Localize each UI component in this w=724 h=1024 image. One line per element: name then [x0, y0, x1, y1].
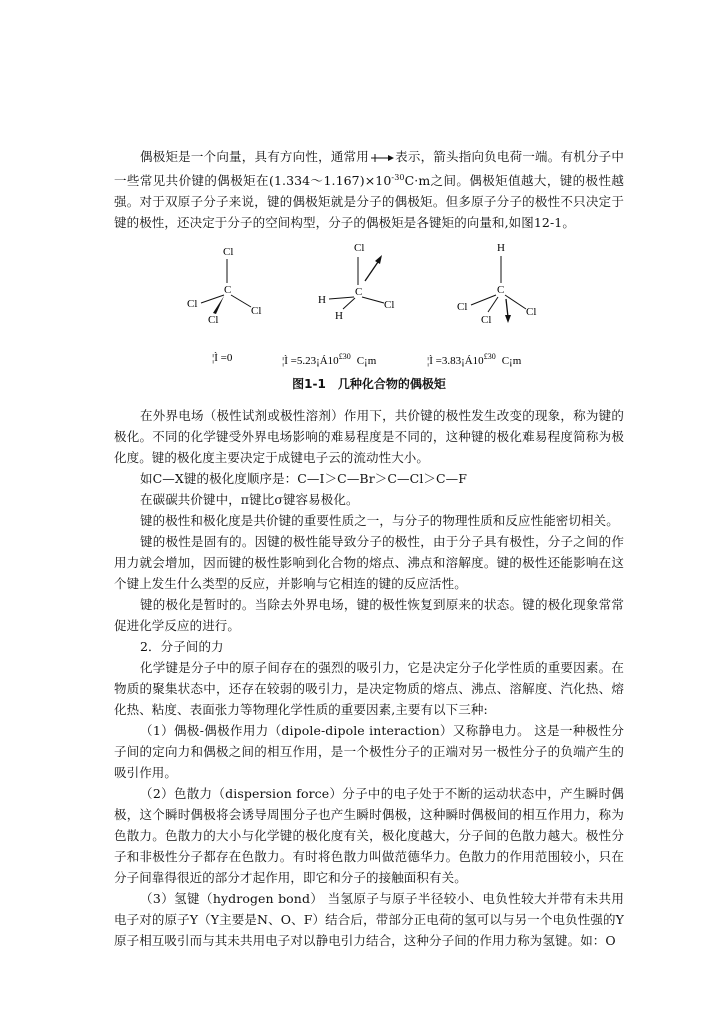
molecule-diagram: [114, 237, 624, 369]
atom-label: Cl: [251, 305, 262, 318]
paragraph: 在外界电场（极性试剂或极性溶剂）作用下，共价键的极性发生改变的现象，称为键的极化。不同的化学键受外界电场影响的难易程度是不同的，这种键的极化难易程度简称为极化度。键的极化度主要决定于成键电子云的流动性大小。: [114, 408, 624, 466]
paragraph: （1）偶极-偶极作用力（dipole-dipole interaction）又称静电力。 这是一种极性分子间的定向力和偶极之间的相互作用，是一个极性分子的正端对另一极性分子的负端产生的吸引作用。: [114, 723, 624, 781]
exponent: -30: [391, 173, 405, 182]
dipole-value: ¦Ì =0: [212, 352, 233, 365]
paragraph: 键的极化是暂时的。当除去外界电场，键的极性恢复到原来的状态。键的极化现象常常促进化学反应的进行。: [114, 597, 624, 634]
figure-caption: 图1-1 几种化合物的偶极矩: [292, 377, 446, 392]
dipole-arrow: [506, 299, 508, 317]
molecule-ccl4: [187, 246, 261, 364]
dipole-arrow-icon: [369, 153, 395, 163]
atom-label: Cl: [208, 314, 219, 327]
atom-label: Cl: [481, 314, 492, 327]
atom-label: H: [335, 310, 343, 323]
dipole-value: ¦Ì $=3.83¡Á10^{£30}$ C¡m: [427, 352, 522, 368]
paragraph-dipole-moment: [114, 146, 624, 233]
paragraph: 如C—X键的极化度顺序是：C—I＞C—Br＞C—Cl＞C—F: [140, 471, 468, 487]
atom-label: C: [355, 286, 363, 299]
atom-label: Cl: [223, 246, 234, 259]
paragraph: （2）色散力（dispersion force）分子中的电子处于不断的运动状态中，产生瞬时偶极，这个瞬时偶极将会诱导周围分子也产生瞬时偶极，这种瞬时偶极间的相互作用力，称为色散力。色散力的大小与化学键的极化度有关，极化度越大，分子间的色散力越大。极性分子和非极性分子都存在色散力。有时将色散力叫做范德华力。色散力的作用范围较小，只在分子间靠得很近的部分才起作用，即它和分子的接触面积有关。: [114, 786, 624, 886]
atom-label: Cl: [187, 298, 198, 311]
atom-label: Cl: [457, 301, 468, 314]
text-run: C·m之间。偶极矩值越大，键的极性越强。对于双原子分子来说，键的偶极矩就是分子的偶极矩。但多原子分子的极性不只决定于键的极性，还决定于分子的空间构型，分子的偶极矩是各键矩的向量和,如图12-1。: [114, 173, 624, 231]
atom-label: H: [497, 242, 505, 255]
paragraph: 化学键是分子中的原子间存在的强烈的吸引力，它是决定分子化学性质的重要因素。在物质的聚集状态中，还存在较弱的吸引力，是决定物质的熔点、沸点、溶解度、汽化热、熔化热、粘度、表面张力等物理化学性质的重要因素,主要有以下三种:: [114, 660, 624, 718]
atom-label: Cl: [354, 242, 365, 255]
paragraph: 键的极性和极化度是共价键的重要性质之一，与分子的物理性质和反应性能密切相关。: [140, 513, 619, 529]
atom-label: C: [497, 284, 505, 297]
text-run: 表示，箭头指向负电荷一端。有机分子中一些常见共价键的偶极矩在(1.334～1.167)×10: [114, 149, 624, 189]
paragraph: 键的极性是固有的。因键的极性能导致分子的极性，由于分子具有极性，分子之间的作用力就会增加，因而键的极性影响到化合物的熔点、沸点和溶解度。键的极性还能影响在这个键上发生什么类型的反应，并影响与它相连的键的反应活性。: [114, 534, 624, 592]
figure-dipole-moments: [114, 237, 624, 369]
atom-label: Cl: [526, 306, 537, 319]
paragraph: 在碳碳共价键中，π键比σ键容易极化。: [140, 492, 359, 508]
document-page: [114, 146, 624, 951]
atom-label: Cl: [384, 299, 395, 312]
atom-label: C: [224, 284, 232, 297]
section-heading: 2．分子间的力: [140, 639, 224, 655]
text-run: 偶极矩是一个向量，具有方向性，通常用: [140, 149, 369, 164]
paragraph: （3）氢键（hydrogen bond） 当氢原子与原子半径较小、电负性较大并带有未共用电子对的原子Y（Y主要是N、O、F）结合后，带部分正电荷的氢可以与另一个电负性强的Y原子相互吸引而与其未共用电子对以静电引力结合，这种分子间的作用力称为氢键。如：O: [114, 891, 624, 949]
molecule-chcl3: [427, 242, 536, 367]
dipole-value: ¦Ì $=5.23¡Á10^{£30}$ C¡m: [282, 352, 377, 368]
molecule-ch2cl2: [282, 242, 394, 367]
atom-label: H: [318, 294, 326, 307]
